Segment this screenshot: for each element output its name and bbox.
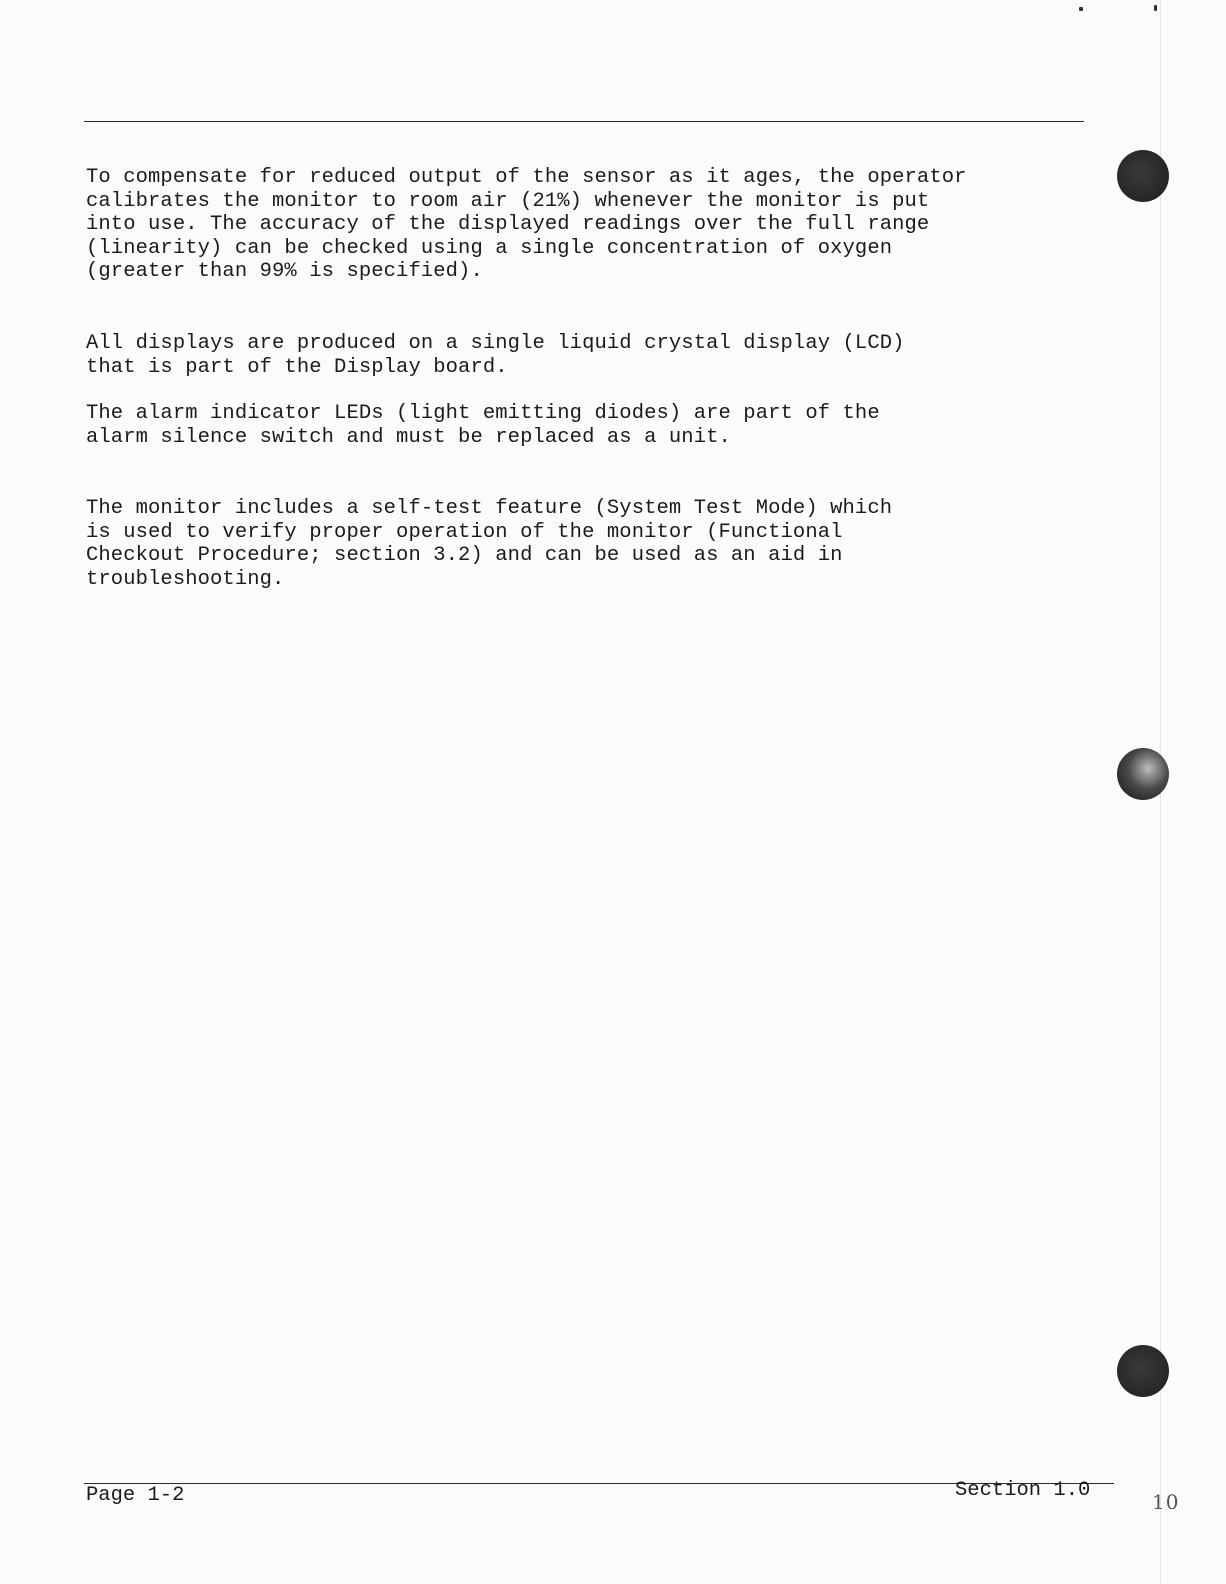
binder-hole-bottom	[1117, 1345, 1169, 1397]
binder-hole-top	[1117, 150, 1169, 202]
header-rule	[84, 121, 1084, 122]
binder-hole-middle	[1117, 748, 1169, 800]
section-label: Section 1.0	[955, 1479, 1091, 1502]
paragraph-lcd-display: All displays are produced on a single liquid crystal display (LCD) that is part of the Display board.	[86, 332, 905, 379]
paragraph-alarm-leds: The alarm indicator LEDs (light emitting diodes) are part of the alarm silence switch and must be replaced as a unit.	[86, 402, 880, 449]
paragraph-self-test: The monitor includes a self-test feature (System Test Mode) which is used to verify proper operation of the monitor (Functional Checkout Procedure; section 3.2) and can be used as an aid in troubleshooting.	[86, 497, 893, 591]
scan-speck-top-right-a	[1079, 7, 1083, 11]
handwritten-page-note: 10	[1152, 1490, 1180, 1514]
scan-speck-top-right-b	[1154, 5, 1157, 11]
paragraph-sensor-calibration: To compensate for reduced output of the sensor as it ages, the operator calibrates the monitor to room air (21%) whenever the monitor is put into use. The accuracy of the displayed readings over the full range (linearity) can be checked using a single concentration of oxygen (greater than 99% is specified).	[86, 166, 967, 283]
page-number: Page 1-2	[86, 1484, 185, 1507]
